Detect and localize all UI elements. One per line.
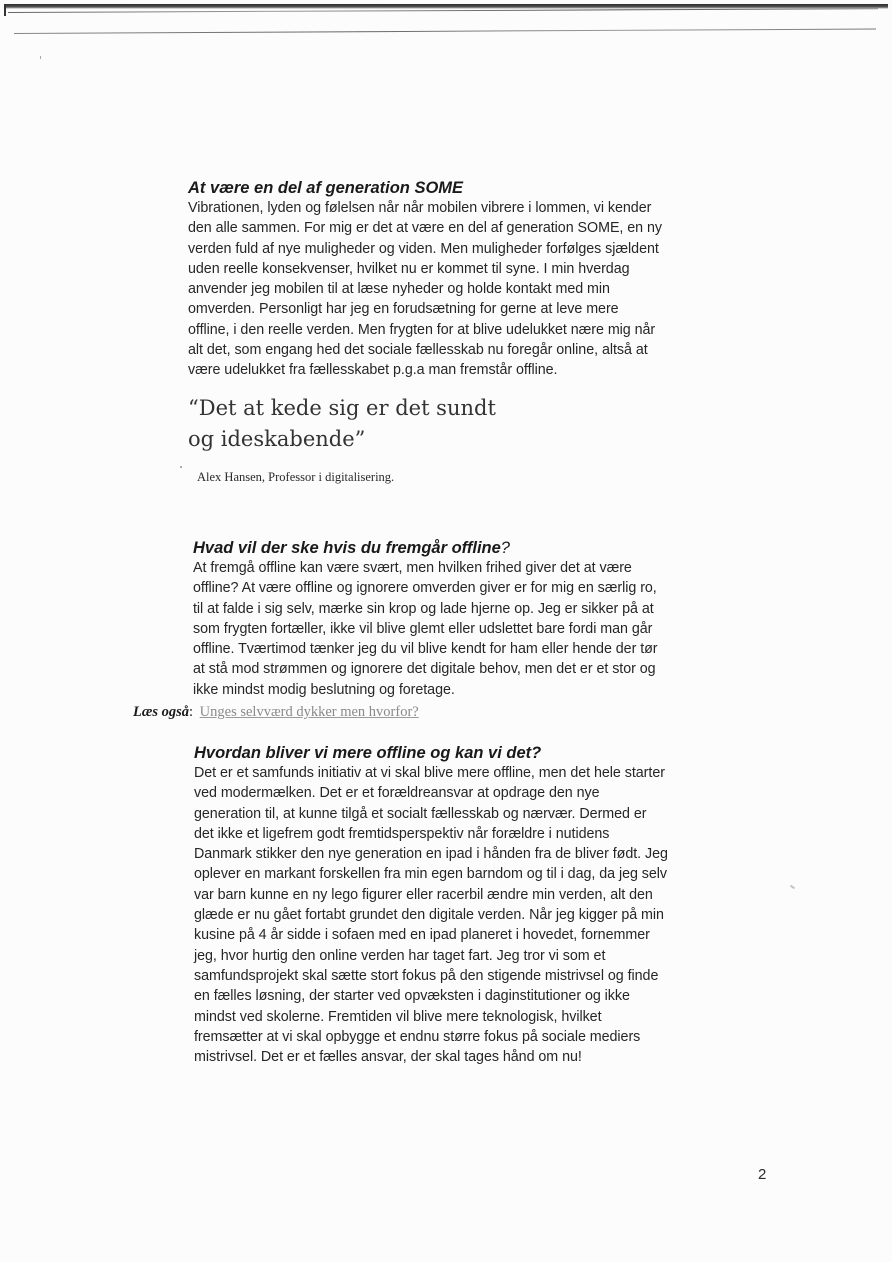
body-line: offline. Tværtimod tænker jeg du vil blive kendt for ham eller hende der tør (193, 641, 658, 658)
section-heading-text: Hvordan bliver vi mere offline og kan vi det? (194, 744, 542, 762)
pull-quote-line: og ideskabende” (188, 427, 366, 451)
body-line: offline? At være offline og ignorere omverden giver er for mig en særlig ro, (193, 580, 657, 597)
body-line: anvender jeg mobilen til at læse nyheder og holde kontakt med min (188, 281, 610, 298)
section-heading-suffix: ? (500, 539, 510, 557)
section-heading (188, 178, 713, 198)
section-heading (193, 538, 718, 558)
body-line: offline, i den reelle verden. Men frygten for at blive udelukket nære mig når (188, 321, 656, 338)
pull-quote-attribution: Alex Hansen, Professor i digitalisering. (197, 470, 395, 484)
body-line: ved modermælken. Det er et forældreansvar at opdrage den nye (194, 785, 600, 802)
section-generation-some (188, 178, 713, 381)
body-line: generation til, at kunne tilgå et socialt fællesskab og nærvær. Dermed er (194, 805, 647, 822)
body-line: glæde er nu gået fortabt grundet den digitale verden. Når jeg kigger på min (194, 907, 664, 924)
body-line: uden reelle konsekvenser, hvilket nu er kommet til syne. I min hverdag (188, 260, 630, 277)
body-line: ikke mindst modig beslutning og foretage. (193, 681, 455, 698)
read-also-label: Læs også (133, 704, 189, 720)
body-line: At fremgå offline kan være svært, men hvilken frihed giver det at være (193, 560, 632, 576)
section-body (194, 763, 719, 1067)
scan-artifact-line (14, 28, 876, 34)
pull-quote (188, 393, 496, 455)
page-number: 2 (758, 1166, 767, 1183)
body-line: omverden. Personligt har jeg en forudsætning for gerne at leve mere (188, 301, 619, 318)
scan-speck (40, 56, 41, 59)
body-line: Det er et samfunds initiativ at vi skal blive mere offline, men det hele starter (194, 765, 665, 781)
body-line: det ikke et ligefrem godt fremtidsperspektiv når forældre i nutidens (194, 825, 610, 842)
scan-edge-left (4, 4, 6, 16)
body-line: Danmark stikker den nye generation en ipad i hånden fra de bliver født. Jeg (194, 846, 668, 863)
pull-quote-line: “Det at kede sig er det sundt (188, 396, 496, 420)
body-line: verden fuld af nye muligheder og viden. Men muligheder forfølges sjældent (188, 240, 659, 257)
body-line: fremsætter at vi skal opbygge et endnu større fokus på sociale mediers (194, 1028, 641, 1045)
section-body (188, 198, 713, 381)
body-line: kusine på 4 år sidde i sofaen med en ipad planeret i hovedet, fornemmer (194, 927, 650, 944)
body-line: mindst ved skolerne. Fremtiden vil blive mere teknologisk, hvilket (194, 1008, 602, 1025)
section-heading-text: Hvad vil der ske hvis du fremgår offline (193, 539, 501, 557)
read-also-link[interactable]: Unges selvværd dykker men hvorfor? (199, 704, 419, 720)
scan-speck (180, 466, 182, 468)
section-fremgaar-offline (193, 538, 718, 700)
body-line: til at falde i sig selv, mærke sin krop og lade hjerne op. Jeg er sikker på at (193, 600, 654, 617)
body-line: en fælles løsning, der starter ved opvæksten i daginstitutioner og ikke (194, 988, 630, 1005)
section-mere-offline (194, 743, 719, 1067)
scan-speck (790, 885, 795, 890)
section-heading-text: At være en del af generation SOME (188, 179, 464, 197)
body-line: jeg, hvor hurtig den online verden har taget fart. Jeg tror vi som et (194, 947, 606, 964)
read-also-separator: : (189, 704, 194, 720)
section-body (193, 558, 718, 700)
body-line: den alle sammen. For mig er det at være en del af generation SOME, en ny (188, 220, 662, 237)
body-line: var barn kunne en ny lego figurer eller racerbil ændre min verden, alt den (194, 886, 653, 903)
body-line: Vibrationen, lyden og følelsen når når mobilen vibrere i lommen, vi kender (188, 200, 652, 216)
section-heading (194, 743, 719, 763)
body-line: at stå mod strømmen og ignorere det digitale behov, men det er et stor og (193, 661, 656, 678)
body-line: være udelukket fra fællesskabet p.g.a man fremstår offline. (188, 362, 558, 379)
body-line: samfundsprojekt skal sætte stort fokus på den stigende mistrivsel og finde (194, 967, 659, 984)
body-line: som frygten fortæller, ikke vil blive glemt eller udslettet bare fordi man går (193, 620, 653, 637)
body-line: mistrivsel. Det er et fælles ansvar, der skal tages hånd om nu! (194, 1049, 582, 1066)
body-line: alt det, som engang hed det sociale fællesskab nu foregår online, altså at (188, 342, 648, 359)
read-also (133, 704, 419, 721)
body-line: oplever en markant forskellen fra min egen barndom og til i dag, da jeg selv (194, 866, 668, 883)
